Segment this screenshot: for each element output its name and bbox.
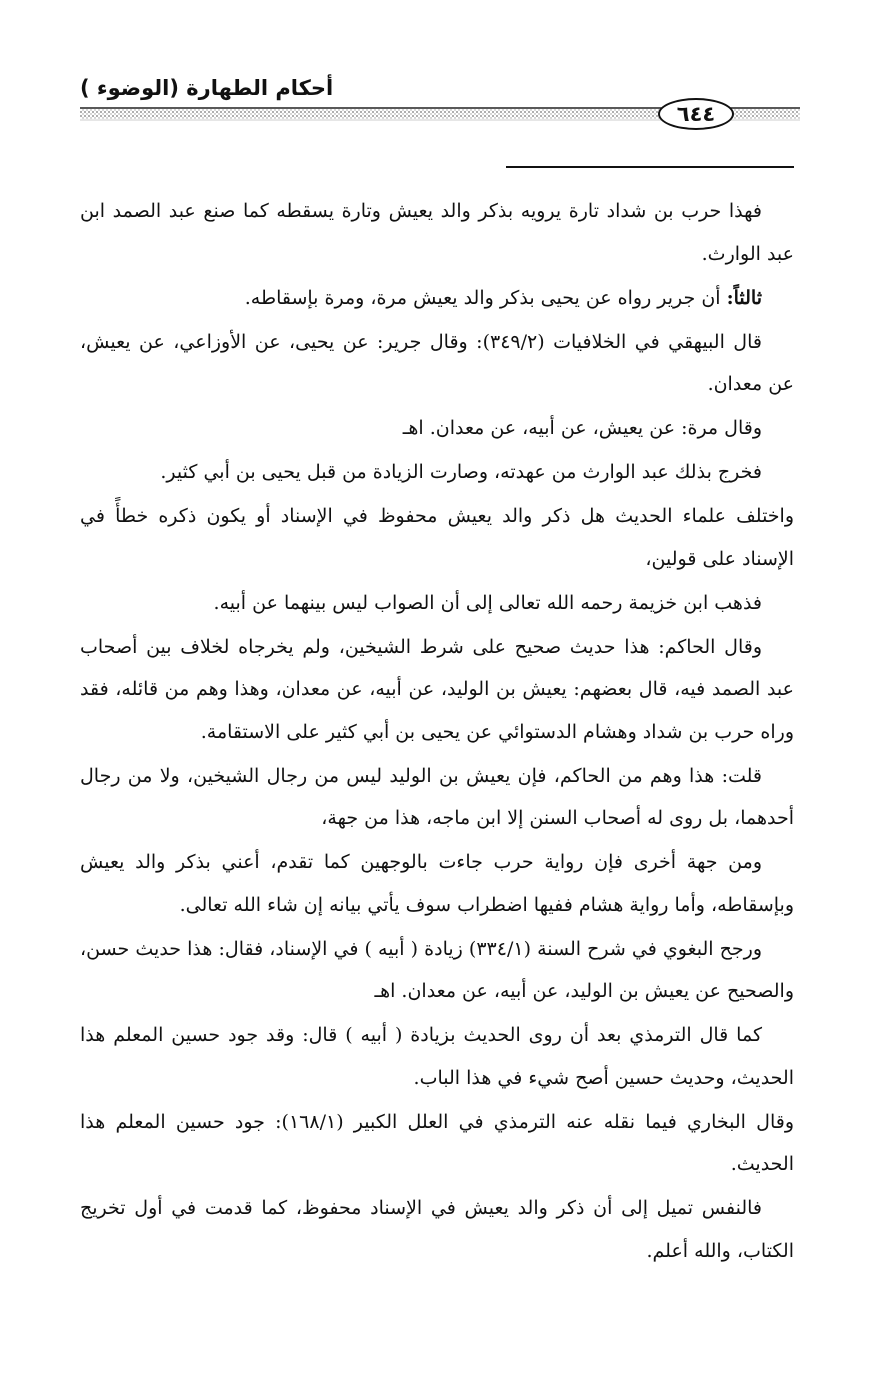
paragraph: وقال الحاكم: هذا حديث صحيح على شرط الشيخين، ولم يخرجاه لخلاف بين أصحاب عبد الصمد فيه، قال بعضهم: يعيش بن الوليد، عن أبيه، عن معدان، وهذا وهم من قائله، فقد وراه حرب بن شداد وهشام الدستوائي عن يحيى بن أبي كثير على الاستقامة.	[80, 635, 794, 743]
paragraph: وقال البخاري فيما نقله عنه الترمذي في العلل الكبير (١٦٨/١): جود حسين المعلم هذا الحديث.	[80, 1110, 794, 1175]
paragraph: فخرج بذلك عبد الوارث من عهدته، وصارت الزيادة من قبل يحيى بن أبي كثير.	[160, 461, 762, 483]
page-number	[658, 98, 734, 130]
paragraph: فذهب ابن خزيمة رحمه الله تعالى إلى أن الصواب ليس بينهما عن أبيه.	[213, 591, 762, 614]
paragraph: ومن جهة أخرى فإن رواية حرب جاءت بالوجهين كما تقدم، أعني بذكر والد يعيش وبإسقاطه، وأما رواية هشام ففيها اضطراب سوف يأتي بيانه إن شاء الله تعالى.	[80, 851, 794, 916]
running-header-title: أحكام الطهارة (الوضوء )	[80, 76, 334, 100]
paragraph: قال البيهقي في الخلافيات (٣٤٩/٢): وقال جرير: عن يحيى، عن الأوزاعي، عن يعيش، عن معدان.	[80, 330, 794, 395]
page-number-text: ٦٤٤	[676, 102, 716, 126]
paragraph: وقال مرة: عن يعيش، عن أبيه، عن معدان. اهـ	[402, 417, 762, 439]
paragraph: كما قال الترمذي بعد أن روى الحديث بزيادة ( أبيه ) قال: وقد جود حسين المعلم هذا الحديث، وحديث حسين أصح شيء في هذا الباب.	[80, 1024, 794, 1089]
paragraph: قلت: هذا وهم من الحاكم، فإن يعيش بن الوليد ليس من رجال الشيخين، ولا من رجال أحدهما، بل روى له أصحاب السنن إلا ابن ماجه، هذا من جهة،	[80, 764, 794, 829]
paragraph: ثالثاً: أن جرير رواه عن يحيى بذكر والد يعيش مرة، ومرة بإسقاطه.	[244, 286, 762, 309]
paragraph: فهذا حرب بن شداد تارة يرويه بذكر والد يعيش وتارة يسقطه كما صنع عبد الصمد ابن عبد الوارث.	[80, 200, 794, 265]
paragraph: فالنفس تميل إلى أن ذكر والد يعيش في الإسناد محفوظ، كما قدمت في أول تخريج الكتاب، والله أعلم.	[80, 1197, 794, 1262]
body-text	[80, 190, 794, 1274]
paragraph: واختلف علماء الحديث هل ذكر والد يعيش محفوظ في الإسناد أو يكون ذكره خطأً في الإسناد على قولين،	[80, 505, 794, 570]
paragraph-lead: ثالثاً:	[726, 286, 762, 309]
section-divider	[506, 166, 794, 168]
paragraph: ورجح البغوي في شرح السنة (٣٣٤/١) زيادة ( أبيه ) في الإسناد، فقال: هذا حديث حسن، والصحيح عن يعيش بن الوليد، عن أبيه، عن معدان. اهـ	[80, 937, 794, 1002]
